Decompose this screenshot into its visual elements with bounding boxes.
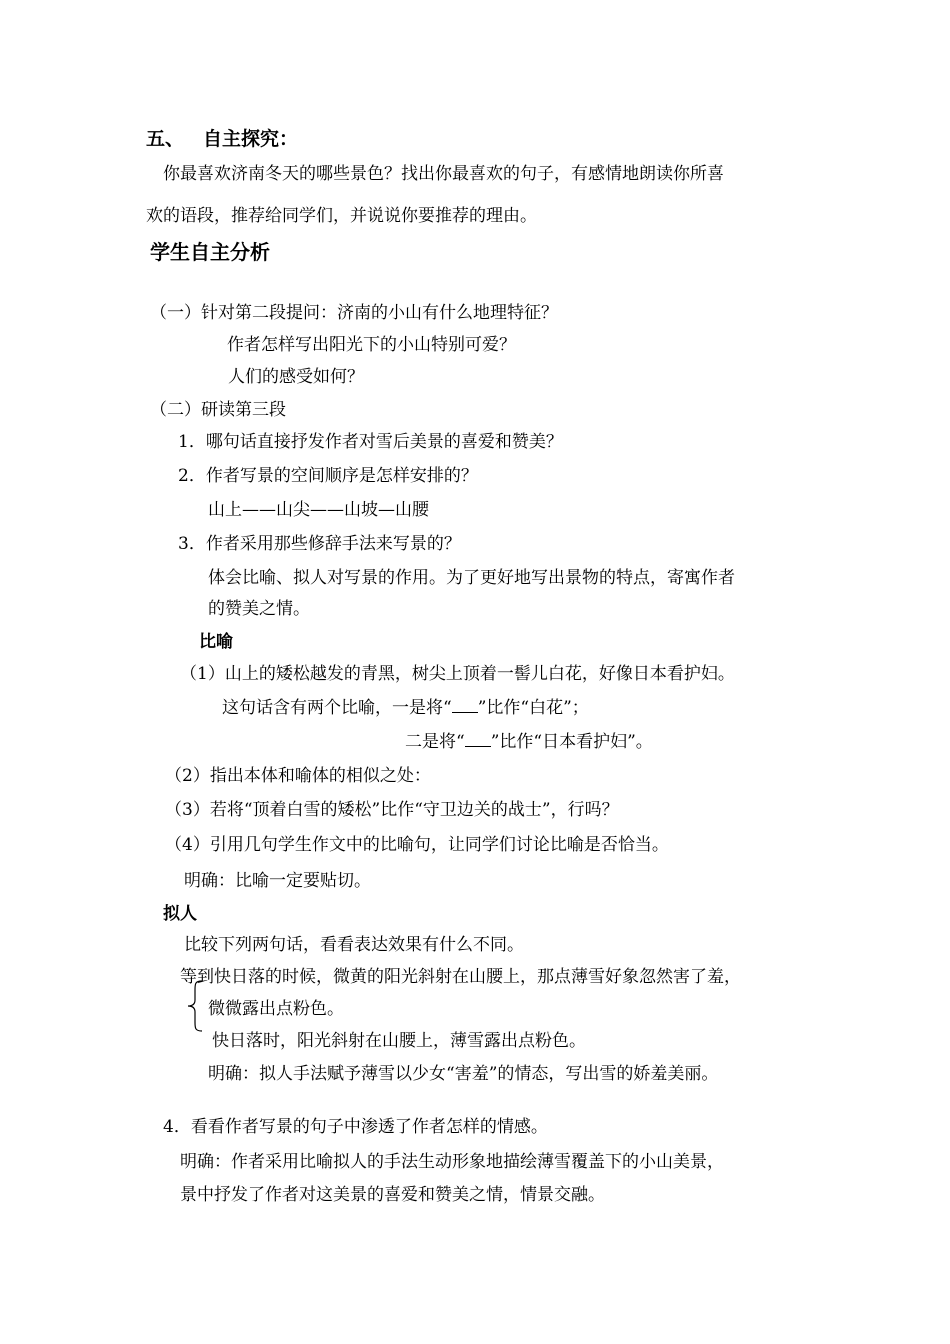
part-two-item-3-answer-line2: 的赞美之情。 xyxy=(208,599,310,619)
metaphor-point-1b-post: ”比作“日本看护妇”。 xyxy=(490,732,653,752)
part-two-item-1: 1．哪句话直接抒发作者对雪后美景的喜爱和赞美？ xyxy=(178,432,563,452)
metaphor-point-1b-pre: 二是将“ xyxy=(405,732,465,752)
metaphor-point-2: （2）指出本体和喻体的相似之处： xyxy=(165,766,431,786)
metaphor-point-1b xyxy=(405,731,653,753)
metaphor-point-1: （1）山上的矮松越发的青黑，树尖上顶着一髻儿白花，好像日本看护妇。 xyxy=(180,664,735,684)
section-prompt-line1: 你最喜欢济南冬天的哪些景色？找出你最喜欢的句子，有感情地朗读你所喜 xyxy=(163,164,724,184)
personification-label: 拟人 xyxy=(163,904,197,924)
part-one-question-3: 人们的感受如何？ xyxy=(228,367,364,387)
section-prompt-line2: 欢的语段，推荐给同学们，并说说你要推荐的理由。 xyxy=(146,206,537,226)
metaphor-point-1a xyxy=(222,697,589,719)
personification-sentence-1-line1: 等到快日落的时候，微黄的阳光斜射在山腰上，那点薄雪好象忽然害了羞， xyxy=(180,967,741,987)
fill-in-blank[interactable] xyxy=(452,698,478,713)
metaphor-conclusion: 明确：比喻一定要贴切。 xyxy=(184,871,371,891)
personification-intro: 比较下列两句话，看看表达效果有什么不同。 xyxy=(184,935,524,955)
item-4-answer-line1: 明确：作者采用比喻拟人的手法生动形象地描绘薄雪覆盖下的小山美景， xyxy=(180,1152,724,1172)
curly-brace-icon xyxy=(186,980,204,1032)
metaphor-point-4: （4）引用几句学生作文中的比喻句，让同学们讨论比喻是否恰当。 xyxy=(165,835,669,855)
fill-in-blank[interactable] xyxy=(465,732,491,747)
metaphor-point-3: （3）若将“顶着白雪的矮松”比作“守卫边关的战士”，行吗？ xyxy=(165,800,619,820)
part-one-question-1: （一）针对第二段提问：济南的小山有什么地理特征？ xyxy=(150,303,558,323)
analysis-title: 学生自主分析 xyxy=(150,240,270,264)
section-number: 五、 xyxy=(146,128,185,150)
metaphor-point-1a-pre: 这句话含有两个比喻，一是将“ xyxy=(222,698,452,718)
part-two-item-2-answer: 山上——山尖——山坡—山腰 xyxy=(208,500,429,520)
item-4-answer-line2: 景中抒发了作者对这美景的喜爱和赞美之情，情景交融。 xyxy=(180,1185,605,1205)
part-two-heading: （二）研读第三段 xyxy=(150,400,286,420)
section-title: 自主探究： xyxy=(203,128,299,150)
personification-sentence-1-line2: 微微露出点粉色。 xyxy=(208,999,344,1019)
part-one-question-2: 作者怎样写出阳光下的小山特别可爱？ xyxy=(227,335,516,355)
personification-conclusion: 明确：拟人手法赋予薄雪以少女“害羞”的情态，写出雪的娇羞美丽。 xyxy=(208,1064,719,1084)
part-two-item-2: 2．作者写景的空间顺序是怎样安排的？ xyxy=(178,466,478,486)
part-two-item-3-answer-line1: 体会比喻、拟人对写景的作用。为了更好地写出景物的特点，寄寓作者 xyxy=(208,568,735,588)
item-4-question: 4．看看作者写景的句子中渗透了作者怎样的情感。 xyxy=(163,1117,548,1137)
personification-sentence-2: 快日落时，阳光斜射在山腰上，薄雪露出点粉色。 xyxy=(212,1031,586,1051)
part-two-item-3: 3．作者采用那些修辞手法来写景的？ xyxy=(178,534,461,554)
metaphor-point-1a-post: ”比作“白花”； xyxy=(477,698,589,718)
metaphor-label: 比喻 xyxy=(199,632,233,652)
